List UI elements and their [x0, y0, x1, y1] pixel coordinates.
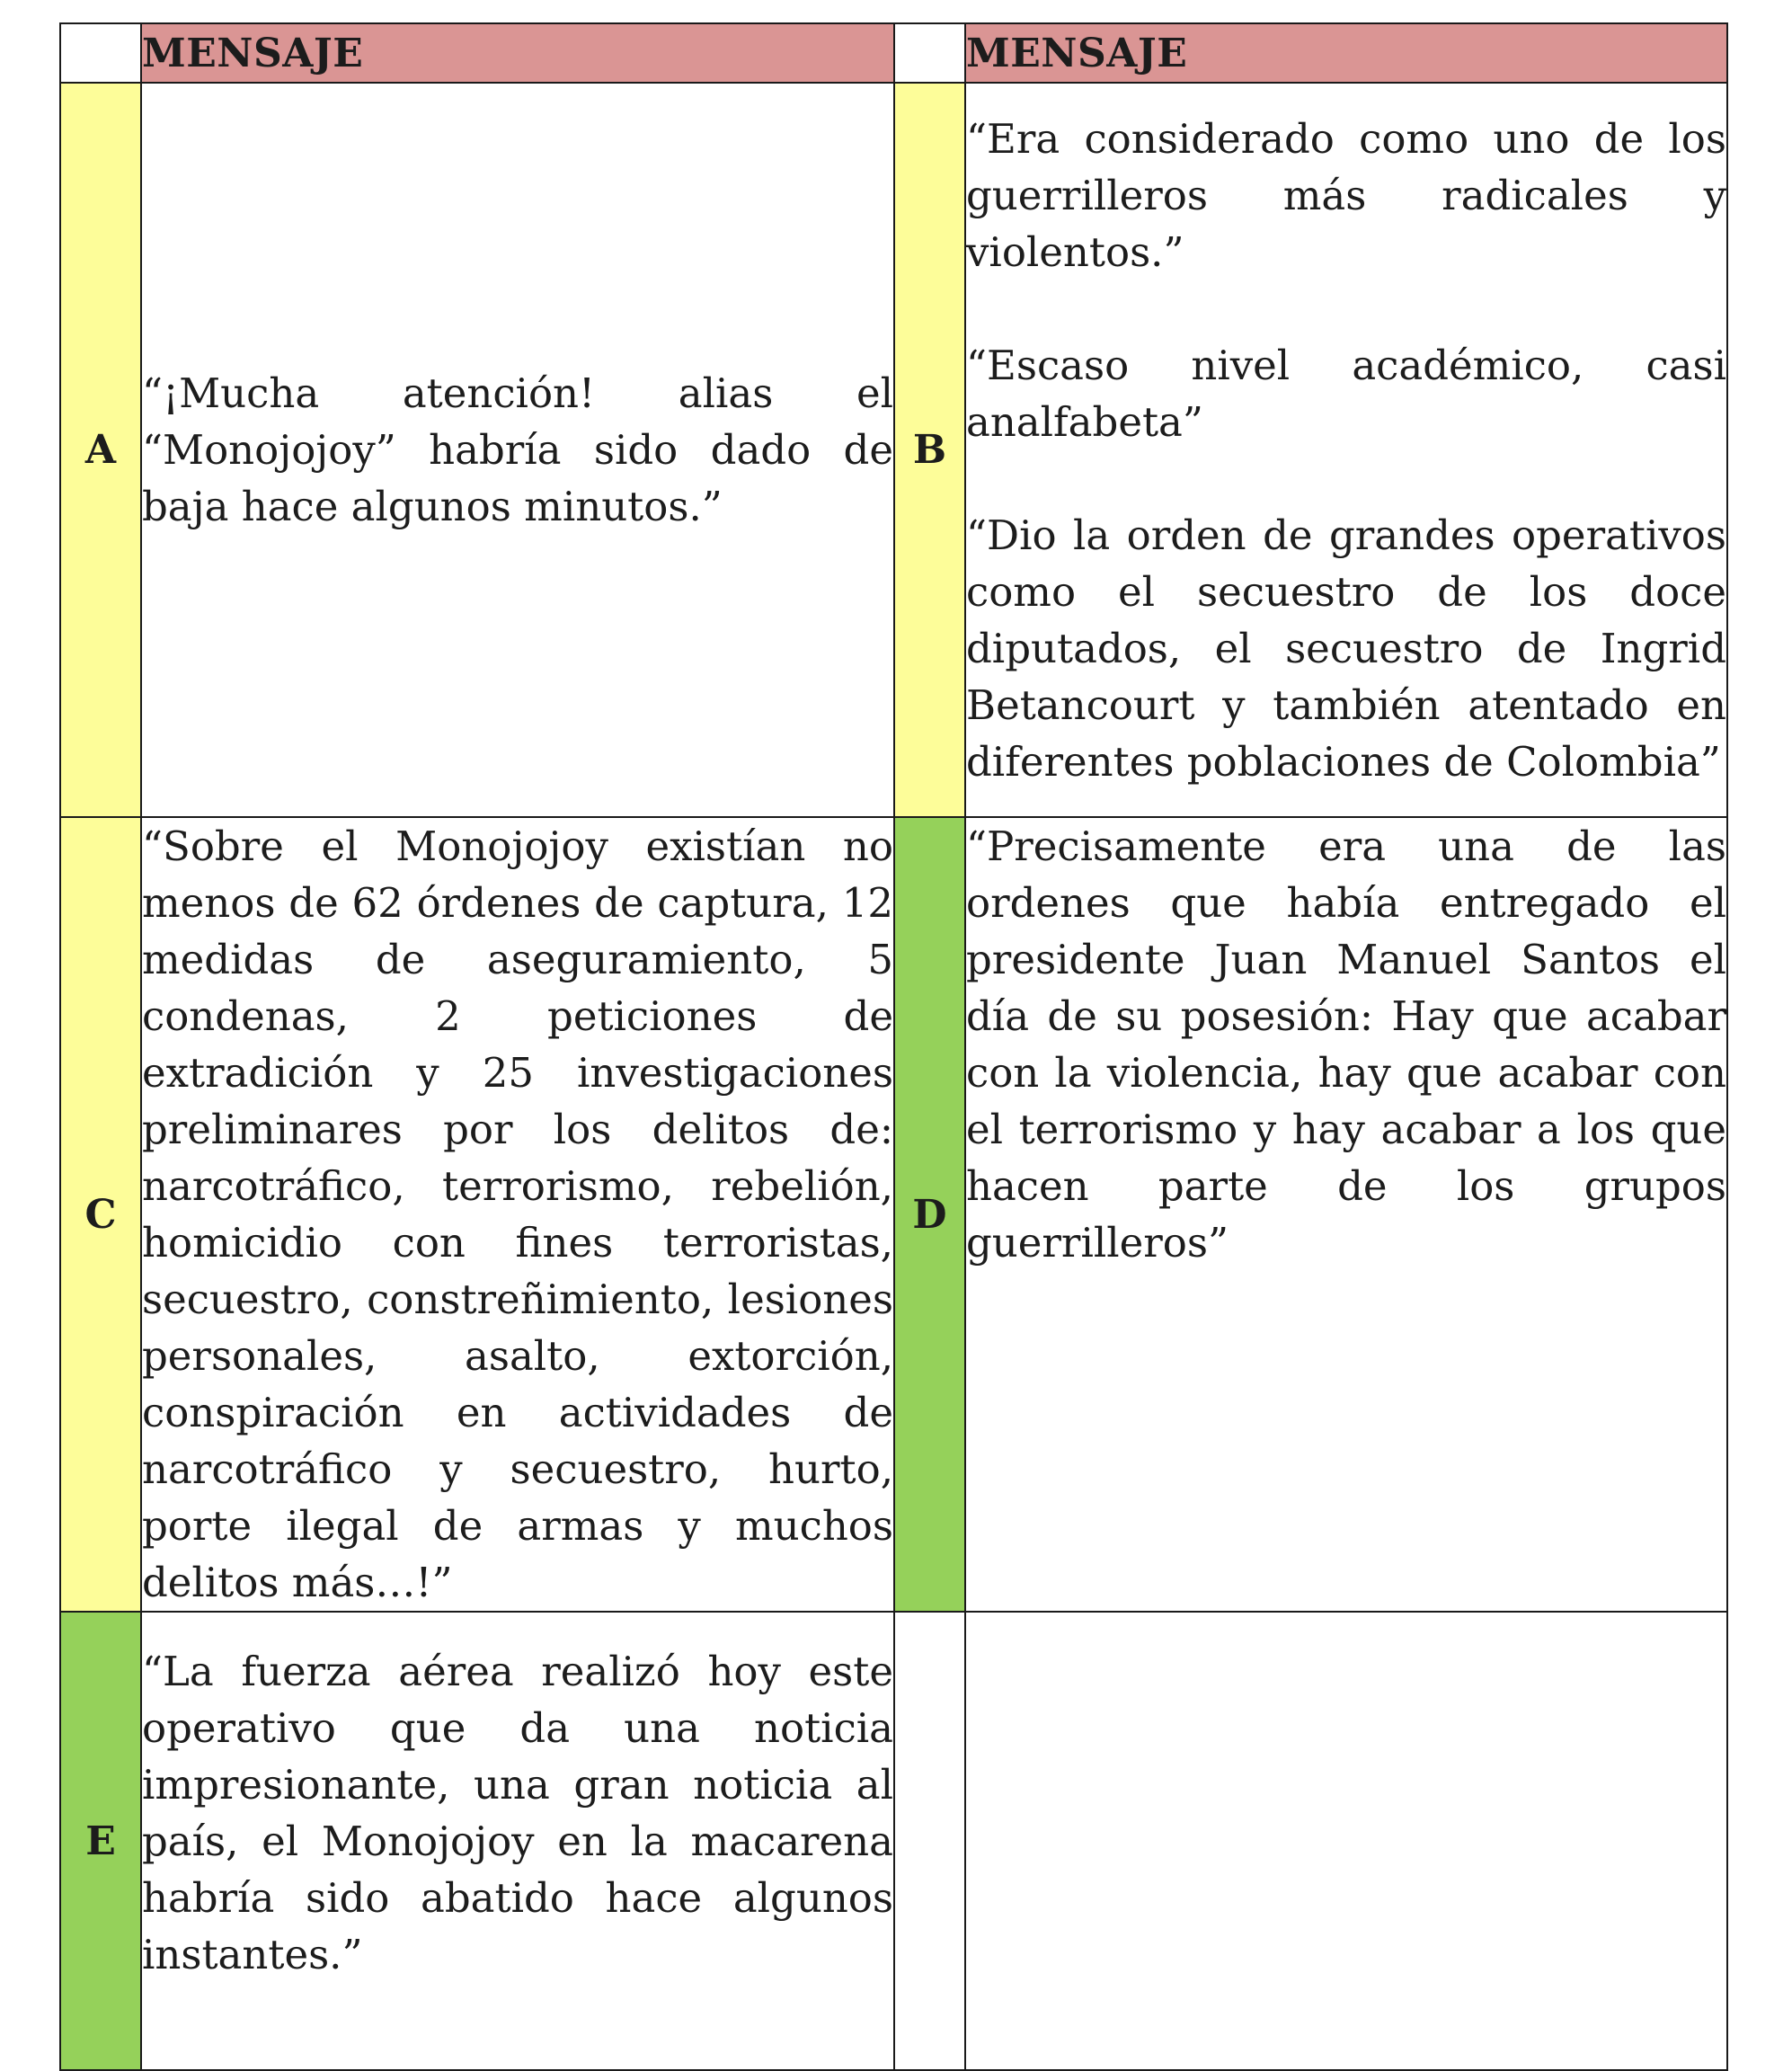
- message-e-cell: [141, 1612, 894, 2070]
- message-a-text: “¡Mucha atención! alias el “Monojojoy” habría sido dado de baja hace algunos minutos.”: [141, 83, 894, 817]
- header-message-left: MENSAJE: [141, 23, 894, 83]
- header-message-right: MENSAJE: [965, 23, 1727, 83]
- header-spacer-cell: [894, 23, 965, 83]
- message-e-text: “La fuerza aérea realizó hoy este operativo que da una noticia impresionante, una gran noticia al país, el Monojojoy en la macarena habría sido abatido hace algunos instantes.”: [142, 1647, 893, 1978]
- row-label-e: E: [60, 1612, 141, 2070]
- message-table: [59, 22, 1728, 2071]
- row-label-a: A: [60, 83, 141, 817]
- table-row-e: [60, 1612, 1727, 2070]
- row-label-empty: [894, 1612, 965, 2070]
- message-e-bottom-space: [142, 1983, 893, 2040]
- table-row-a-b: [60, 83, 1727, 817]
- row-label-c: C: [60, 817, 141, 1612]
- header-corner-cell: [60, 23, 141, 83]
- message-b-paragraph-2: “Escaso nivel académico, casi analfabeta”: [966, 341, 1726, 446]
- message-d-text: “Precisamente era una de las ordenes que había entregado el presidente Juan Manuel Santos el día de su posesión: Hay que acabar con la violencia, hay que acabar con el terrorismo y hay acabar a los que hacen parte de los grupos guerrilleros”: [965, 817, 1727, 1612]
- table-row-c-d: [60, 817, 1727, 1612]
- message-b-paragraph-3: “Dio la orden de grandes operativos como el secuestro de los doce diputados, el secuestro de Ingrid Betancourt y también atentado en diferentes poblaciones de Colombia”: [966, 511, 1726, 786]
- message-b-paragraph-1: “Era considerado como uno de los guerrilleros más radicales y violentos.”: [966, 114, 1726, 276]
- row-label-b: B: [894, 83, 965, 817]
- message-b-cell: [965, 83, 1727, 817]
- header-row: [60, 23, 1727, 83]
- message-empty-cell: [965, 1612, 1727, 2070]
- row-label-d: D: [894, 817, 965, 1612]
- message-c-text: “Sobre el Monojojoy existían no menos de 62 órdenes de captura, 12 medidas de aseguramiento, 5 condenas, 2 peticiones de extradición y 25 investigaciones preliminares por los delitos de: narcotráfico, terrorismo, rebelión, homicidio con fines terroristas, secuestro, constreñimiento, lesiones personales, asalto, extorción, conspiración en actividades de narcotráfico y secuestro, hurto, porte ilegal de armas y muchos delitos más…!”: [141, 817, 894, 1612]
